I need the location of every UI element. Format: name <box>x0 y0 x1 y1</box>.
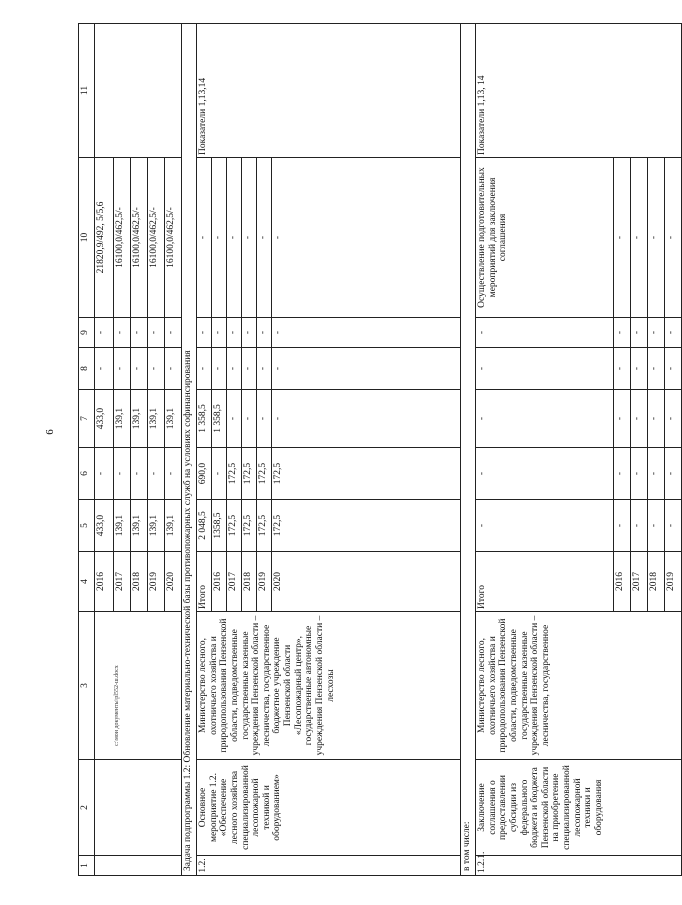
year-cell: 2017 <box>227 552 242 612</box>
year-cell: 2020 <box>272 552 461 612</box>
table-row: 2018 172,5 172,5 - - - - <box>242 24 257 876</box>
file-path-footer: c:\мои документы\рl552-ш.docx <box>114 665 120 746</box>
in-that-number-label: в том числе: <box>461 24 476 876</box>
year-cell: 2018 <box>242 552 257 612</box>
table-row: 2018 139,1 - 139,1 - - 16100,0/462,5/- <box>131 24 148 876</box>
table-row: 2020 172,5 172,5 - - - - <box>272 24 461 876</box>
year-cell: 2020 <box>165 552 182 612</box>
year-cell: 2019 <box>148 552 165 612</box>
subsection-row <box>461 24 476 876</box>
header-cell: 2 <box>79 760 95 856</box>
table-row: 2017 - - - - - - <box>631 24 648 876</box>
header-cell: 10 <box>79 158 95 318</box>
table-row: 1.2. Основное мероприятие 1.2. «Обеспечение лесного хозяйства специализированной лесопожарной техникой и оборудованием» Министерство лесного, охотничьего хозяйства и природопользования Пензенской области, подведомственные государственные казенные учреждения Пензенской области – лесничества, государственное бюджетное учреждение Пензенской области «Лесопожарный центр», государственные автономные учреждения Пензенской области – лесхозы Итого 2 048,5 690,0 1 358,5 - - - Показатели 1,13,14 <box>197 24 212 876</box>
year-cell: 2017 <box>631 552 648 612</box>
table-row: 2017 139,1 - 139,1 - - 16100,0/462,5/- <box>114 24 131 876</box>
table-row: 2018 - - - - - - <box>648 24 665 876</box>
table-row: 1.2.1. Заключение соглашения о предоставлении субсидии из федерального бюджета и бюджета Пензенской области на приобретение специализированной лесопожарной техники и оборудования Министерство лесного, охотничьего хозяйства и природопользования Пензенской области, подведомственные государственные казенные учреждения Пензенской области – лесничества, государственное Итого - - - - - Осуществление подготовительных мероприятий для заключения соглашения Показатели 1,13, 14 <box>476 24 614 876</box>
table-row: 2017 172,5 172,5 - - - - <box>227 24 242 876</box>
page-number: 6 <box>44 429 56 435</box>
year-cell: 2016 <box>614 552 631 612</box>
year-cell: 2016 <box>95 552 114 612</box>
table-row: 2020 139,1 - 139,1 - - 16100,0/462,5/- <box>165 24 182 876</box>
table-row: 2016 433,0 - 433,0 - - 21820,9/492, 5/5,6 <box>95 24 114 876</box>
year-cell: 2019 <box>257 552 272 612</box>
item-number: 1.2.1. <box>476 856 682 876</box>
header-row <box>79 24 95 876</box>
year-cell: 2018 <box>131 552 148 612</box>
header-cell: 9 <box>79 318 95 348</box>
table-row: 2016 - - - - - - <box>614 24 631 876</box>
indicators-cell: Показатели 1,13,14 <box>197 24 461 158</box>
year-cell: 2018 <box>648 552 665 612</box>
table-row: 2019 172,5 172,5 - - - - <box>257 24 272 876</box>
item-number: 1.2. <box>197 856 461 876</box>
table-row: 2019 - - - - - - <box>665 24 682 876</box>
header-cell: 4 <box>79 552 95 612</box>
program-table <box>78 23 682 876</box>
result-cell: Осуществление подготовительных мероприятий для заключения соглашения <box>476 158 614 318</box>
year-cell: 2019 <box>665 552 682 612</box>
year-cell: 2017 <box>114 552 131 612</box>
header-cell: 7 <box>79 390 95 448</box>
year-cell: 2016 <box>212 552 227 612</box>
header-cell: 1 <box>79 856 95 876</box>
rotated-page <box>78 24 676 876</box>
executor-cell: Министерство лесного, охотничьего хозяйства и природопользования Пензенской области, подведомственные государственные казенные учреждения Пензенской области – лесничества, государственное бюджетное учреждение Пензенской области «Лесопожарный центр», государственные автономные учреждения Пензенской области – лесхозы <box>197 612 461 760</box>
header-cell: 5 <box>79 500 95 552</box>
executor-cell: Министерство лесного, охотничьего хозяйства и природопользования Пензенской области, подведомственные государственные казенные учреждения Пензенской области – лесничества, государственное <box>476 612 682 760</box>
activity-name: Заключение соглашения о предоставлении субсидии из федерального бюджета и бюджета Пензенской области на приобретение специализированной лесопожарной техники и оборудования <box>476 760 682 856</box>
indicators-cell: Показатели 1,13, 14 <box>476 24 682 158</box>
task-title: Задача подпрограммы 1.2: Обновление материально-технической базы противопожарных служб на условиях софинансирования <box>182 24 197 876</box>
header-cell: 3 <box>79 612 95 760</box>
header-cell: 8 <box>79 348 95 390</box>
header-cell: 6 <box>79 448 95 500</box>
activity-name: Основное мероприятие 1.2. «Обеспечение лесного хозяйства специализированной лесопожарной техникой и оборудованием» <box>197 760 461 856</box>
task-row <box>182 24 197 876</box>
table-row: 2019 139,1 - 139,1 - - 16100,0/462,5/- <box>148 24 165 876</box>
table-row: 2016 1358,5 - 1 358,5 - - - <box>212 24 227 876</box>
header-cell: 11 <box>79 24 95 158</box>
